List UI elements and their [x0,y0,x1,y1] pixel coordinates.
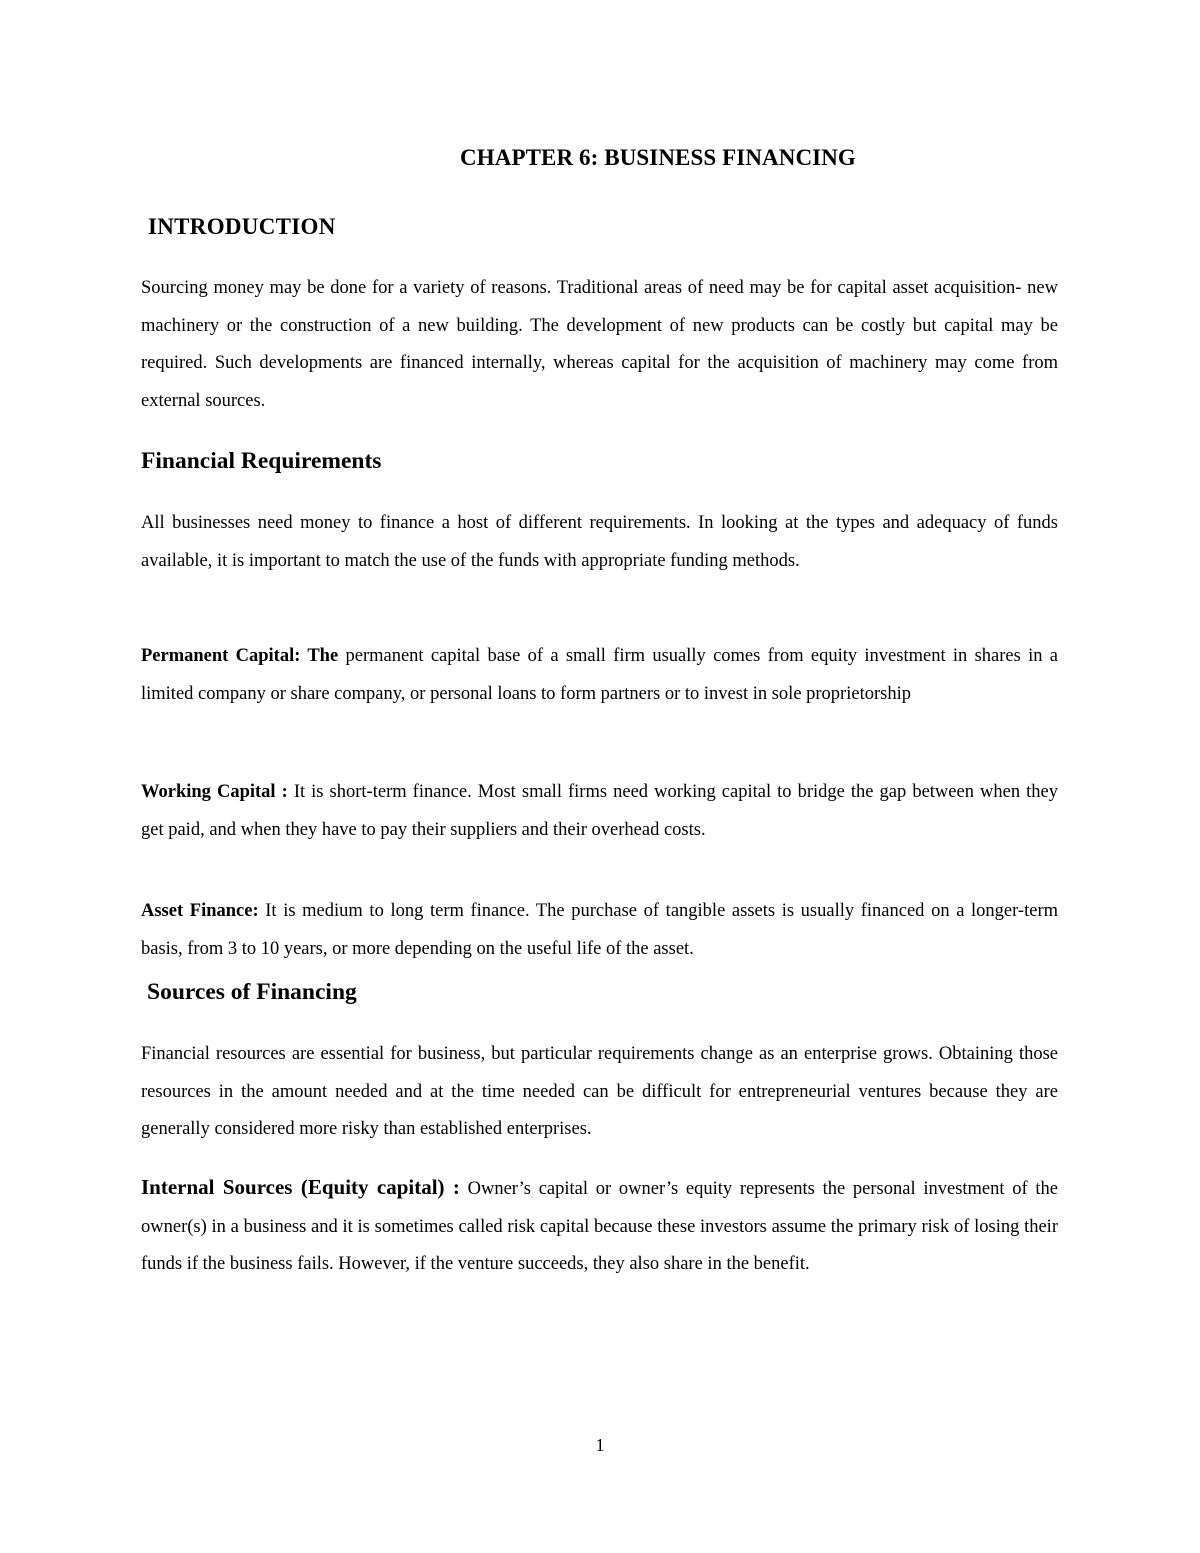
financial-requirements-paragraph: All businesses need money to finance a host of different requirements. In looking at the types and adequacy of funds available, it is important to match the use of the funds with appropriate funding methods. [141,513,1058,571]
financial-requirements-heading: Financial Requirements [141,448,382,474]
permanent-capital-text: permanent capital base of a small firm usually comes from equity investment in shares in a limited company or share company, or personal loans to form partners or to invest in sole proprietorship [141,646,1058,704]
working-capital-label: Working Capital : [141,782,288,802]
internal-sources-text: Owner’s capital or owner’s equity represents the personal investment of the owner(s) in a business and it is sometimes called risk capital because these investors assume the primary risk of losing their funds if the business fails. However, if the venture succeeds, they also share in the benefit. [141,1179,1058,1274]
working-capital-text: It is short-term finance. Most small firms need working capital to bridge the gap between when they get paid, and when they have to pay their suppliers and their overhead costs. [141,782,1058,840]
page-number: 1 [595,1435,605,1455]
asset-finance-label: Asset Finance: [141,901,259,921]
internal-sources-label: Internal Sources (Equity capital) : [141,1175,460,1199]
asset-finance-text: It is medium to long term finance. The purchase of tangible assets is usually financed on a longer-term basis, from 3 to 10 years, or more depending on the useful life of the asset. [141,901,1058,959]
chapter-title: CHAPTER 6: BUSINESS FINANCING [460,145,856,170]
asset-finance-paragraph [141,893,1058,968]
permanent-capital-paragraph [141,638,1058,713]
introduction-heading: INTRODUCTION [148,214,336,239]
permanent-capital-label: Permanent Capital: The [141,646,339,666]
introduction-paragraph: Sourcing money may be done for a variety of reasons. Traditional areas of need may be for capital asset acquisition- new machinery or the construction of a new building. The development of new products can be costly but capital may be required. Such developments are financed internally, whereas capital for the acquisition of machinery may come from external sources. [141,278,1058,411]
sources-of-financing-heading: Sources of Financing [147,979,357,1005]
working-capital-paragraph [141,774,1058,849]
sources-of-financing-paragraph: Financial resources are essential for business, but particular requirements change as an enterprise grows. Obtaining those resources in the amount needed and at the time needed can be difficult for entrepreneurial ventures because they are generally considered more risky than established enterprises. [141,1044,1058,1139]
internal-sources-paragraph [141,1169,1058,1284]
